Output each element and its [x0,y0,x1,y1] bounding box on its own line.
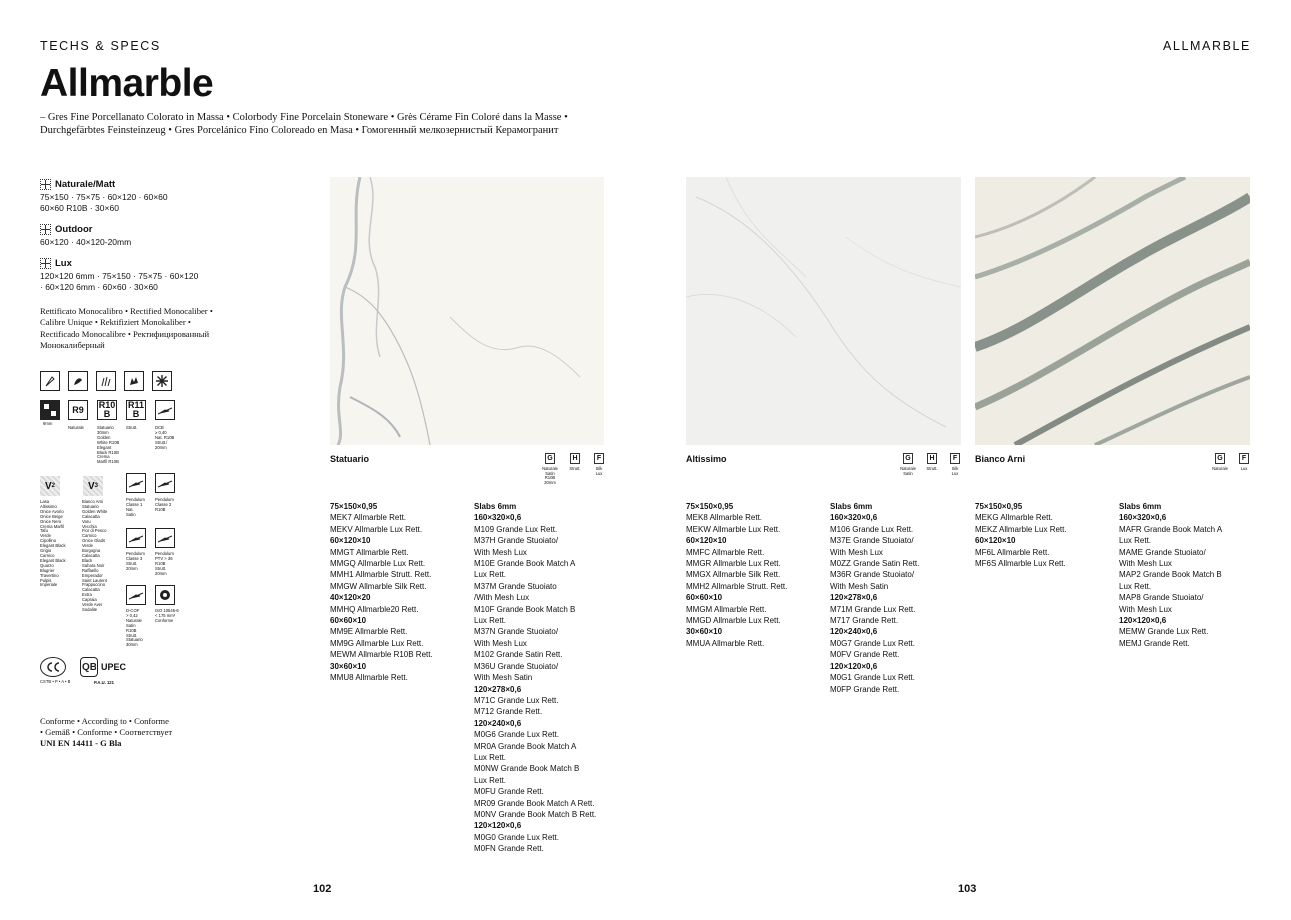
section-label: TECHS & SPECS [40,39,161,53]
product-code-line: Lux Rett. [474,570,507,580]
page-number-right: 103 [958,883,977,895]
product-code-line: M37N Grande Stuoiato/ [474,627,559,637]
size-heading: 120×278×0,6 [474,684,522,694]
product-code-line: M10F Grande Book Match B [474,604,576,614]
technical-icons-row-1 [40,371,172,391]
product-code-line: M36R Grande Stuoiato/ [830,570,915,580]
finish-name: Outdoor [55,224,93,235]
product-code-line: M712 Grande Rett. [474,707,543,717]
upec-label: UPEC [101,662,127,672]
product-code-line: Lux Rett. [474,775,507,785]
product-code-line: M0G7 Grande Lux Rett. [830,638,915,648]
finish-badge-g: G [1215,453,1225,464]
page-title: Allmarble [40,62,214,105]
pendulum-ptv-caption: Pendulum PTV > 36 R10B Strutt. 20mm [155,551,174,576]
product-code-line: M0FP Grande Rett. [830,684,900,694]
product-code-line: M0G1 Grande Lux Rett. [830,673,915,683]
product-code-line: MF6L Allmarble Rett. [975,547,1050,557]
cstb-cert-logo [40,657,66,677]
product-code-line: MEK7 Allmarble Rett. [330,513,407,523]
page-number-left: 102 [313,883,332,895]
size-heading: 75×150×0,95 [686,502,734,511]
conformity-line-1: Conforme • According to • Conforme [40,716,169,726]
product-code-line: M0NV Grande Book Match B Rett. [474,809,597,819]
finish-badge-g: G [545,453,555,464]
shoe-slip-icon [155,400,175,420]
product-code-line: MMH1 Allmarble Strutt. Rett. [330,570,432,580]
product-code-line: MMGR Allmarble Lux Rett. [686,559,781,569]
product-code-line: MF6S Allmarble Lux Rett. [975,559,1066,569]
product-code-line: MMU8 Allmarble Rett. [330,673,408,683]
product-code-line: M106 Grande Lux Rett. [830,524,914,534]
product-code-line: MR0A Grande Book Match A [474,741,577,751]
product-code-line: With Mesh Lux [1119,559,1172,569]
product-code-line: MMGT Allmarble Rett. [330,547,409,557]
product-code-line: Lux Rett. [1119,536,1152,546]
product-code-line: With Mesh Lux [830,547,883,557]
product-code-line: MEMJ Grande Rett. [1119,638,1190,648]
thickness-caption: 9mm [43,421,53,426]
pendulum-class2-caption: Pendulum Classe 2 R10B [155,497,174,512]
qb-cert-logo [80,657,98,677]
product-code-line: MMGD Allmarble Lux Rett. [686,616,781,626]
finish-badge-f: F [1239,453,1249,464]
size-heading: 60×60×10 [686,593,723,603]
product-code-line: MMGQ Allmarble Lux Rett. [330,559,426,569]
product-code-line: MMUA Allmarble Rett. [686,638,765,648]
product-code-line: MEKG Allmarble Rett. [975,513,1053,523]
statuario-codes-col2 [474,501,596,855]
finish-badge-caption: Strutt. [569,466,581,471]
finish-naturale-heading [40,179,115,190]
product-code-line: MM9G Allmarble Lux Rett. [330,638,424,648]
product-code-line: MAP2 Grande Book Match B [1119,570,1222,580]
product-code-line: MR09 Grande Book Match A Rett. [474,798,595,808]
product-code-line: M0FV Grande Rett. [830,650,900,660]
grid-icon [40,258,51,269]
product-code-line: MEMW Grande Lux Rett. [1119,627,1209,637]
product-code-line: With Mesh Lux [474,638,527,648]
product-name-altissimo: Altissimo [686,454,727,464]
finish-badge-f: F [594,453,604,464]
cstb-caption: CSTB • P • A • B [40,679,71,684]
product-code-line: M0FU Grande Rett. [474,787,544,797]
finish-outdoor-sizes: 60×120 · 40×120-20mm [40,237,132,247]
conformity-standard: UNI EN 14411 - G Bla [40,738,122,748]
product-code-line: MEWM Allmarble R10B Rett. [330,650,433,660]
finish-badge-g: G [903,453,913,464]
product-code-line: M0G0 Grande Lux Rett. [474,832,559,842]
v3-variation-icon: V 3 [83,476,103,496]
dcb-caption: DCB ≥ 0,40 Nat. R10B Strutt./ 20mm [155,425,175,450]
finish-badge-caption: Silk Lux [595,466,603,476]
product-code-line: M71M Grande Lux Rett. [830,604,916,614]
product-code-line: With Mesh Satin [474,673,533,683]
size-heading: Slabs 6mm [474,502,517,511]
altissimo-photo [686,177,961,445]
size-heading: 120×120×0,6 [1119,616,1167,626]
altissimo-codes-col2 [830,501,919,695]
pendulum-ptv-icon [155,528,175,548]
dcof-caption: D-COF > 0,42 Naturale Satin R10B Strutt. Statuario 30mm [126,608,143,648]
size-heading: 60×60×10 [330,616,367,626]
dcof-icon [126,585,146,605]
v3-caption: Bianco Arni Statuario Golden White Calacatta Varu Vecchia Fior di Pesco Carnico Onice Glads Verde Borgogna Calacatta Black Sahara Noir Raffaello Emperador Saint Laurent Frappuccino Calacatta Extra Capraia Verde Aver Sodalite [82,499,108,612]
conformity-line-2: • Gemäß • Conforme • Соответствует [40,727,173,737]
product-code-line: MMH2 Allmarble Strutt. Rett. [686,581,788,591]
finish-badge-caption: Naturale Satin [900,466,916,476]
product-code-line: Lux Rett. [474,616,507,626]
product-code-line: MMGW Allmarble Silk Rett. [330,581,427,591]
finish-badge-caption: Naturale Satin R10B 30mm [542,466,558,485]
size-heading: Slabs 6mm [1119,502,1162,511]
product-code-line: MEKV Allmarble Lux Rett. [330,524,423,534]
finish-name: Naturale/Matt [55,179,116,190]
size-heading: 120×120×0,6 [830,661,878,671]
subtitle-line-2: Durchgefärbtes Feinsteinzeug • Gres Porcelánico Fino Coloreado en Masa • Гомогенный мелкозернистый Керамогранит [40,125,559,136]
statuario-photo [330,177,604,445]
product-code-line: MAP8 Grande Stuoiato/ [1119,593,1204,603]
product-code-line: With Mesh Lux [1119,604,1172,614]
product-code-line: MMGX Allmarble Silk Rett. [686,570,781,580]
rectified-text: Rettificato Monocalibro • Rectified Monocaliber • Calibre Unique • Rektifiziert Monokaliber • Rectificado Monocalibre • Ректифицированный Монокалиберный [40,306,213,350]
product-code-line: Lux Rett. [1119,581,1152,591]
bianco-arni-codes-col2 [1119,501,1222,649]
product-name-statuario: Statuario [330,454,370,464]
r10b-caption: Statuario 30mm Golden White R10B Elegant Black R10B Crema Marfil R10B [97,425,120,465]
slip-r9-badge: R9 [68,400,88,420]
size-heading: 40×120×20 [330,593,371,603]
size-heading: 120×240×0,6 [830,627,878,637]
finish-name: Lux [55,258,72,269]
pendulum-class1-icon [126,473,146,493]
product-code-line: M102 Grande Satin Rett. [474,650,563,660]
product-code-line: MMGM Allmarble Rett. [686,604,767,614]
size-heading: 120×278×0,6 [830,593,878,603]
subtitle-line-1: – Gres Fine Porcellanato Colorato in Massa • Colorbody Fine Porcelain Stoneware • Grès Cérame Fin Coloré dans la Masse • [40,112,568,123]
pendulum-class3-caption: Pendulum Classe 3 Strutt. 20mm [126,551,145,571]
grid-icon [40,179,51,190]
size-heading: 160×320×0,6 [474,513,522,523]
size-heading: 30×60×10 [686,627,723,637]
product-code-line: M0NW Grande Book Match B [474,764,580,774]
product-code-line: M0FN Grande Rett. [474,844,544,854]
product-code-line: MEKW Allmarble Lux Rett. [686,524,781,534]
product-code-line: MEK8 Allmarble Rett. [686,513,763,523]
product-code-line: Lux Rett. [474,752,507,762]
product-code-line: M37H Grande Stuoiato/ [474,536,559,546]
v2-caption: Lasa Altissimo Onice Avorio Onice Beige Onice Nero Crema Marfil Tafu Verde Cipollino Elegant Black Grigio Carnico Elegant Black Quarzo Blugrier Travertino Pulpis Imperiale [40,499,66,588]
pendulum-class3-icon [126,528,146,548]
hand-resistance-icon [124,371,144,391]
bianco-arni-photo [975,177,1250,445]
size-heading: 160×320×0,6 [830,513,878,523]
product-code-line: M36U Grande Stuoiato/ [474,661,559,671]
size-heading: 75×150×0,95 [975,502,1023,511]
product-name-bianco-arni: Bianco Arni [975,454,1026,464]
product-code-line: M717 Grande Rett. [830,616,899,626]
product-code-line: MAME Grande Stuoiato/ [1119,547,1206,557]
grid-icon [40,224,51,235]
product-code-line: M71C Grande Lux Rett. [474,695,559,705]
size-heading: 60×120×10 [975,536,1016,546]
finish-lux-sizes: 120×120 6mm · 75×150 · 75×75 · 60×120 · 60×120 6mm · 60×60 · 30×60 [40,271,199,292]
size-heading: 120×240×0,6 [474,718,522,728]
size-heading: 120×120×0,6 [474,821,522,831]
finish-badge-caption: Silk Lux [951,466,959,476]
size-heading: 160×320×0,6 [1119,513,1167,523]
finish-badge-h: H [570,453,580,464]
finish-badge-caption: Strutt. [926,466,938,471]
product-code-line: MEKZ Allmarble Lux Rett. [975,524,1067,534]
product-code-line: MMHQ Allmarble20 Rett. [330,604,419,614]
r11b-caption: Strutt. [126,425,138,430]
product-code-line: M37M Grande Stuoiato [474,581,557,591]
thickness-icon [40,400,60,420]
pendulum-class1-caption: Pendulum Classe 1 Nat. Satin [126,497,145,517]
chemical-resistance-icon [96,371,116,391]
abrasion-resistance-icon [68,371,88,391]
product-code-line: M0G6 Grande Lux Rett. [474,730,559,740]
product-code-line: MAFR Grande Book Match A [1119,524,1223,534]
product-code-line: With Mesh Satin [830,581,889,591]
product-code-line: /With Mesh Lux [474,593,530,603]
slip-r11b-badge: R11 B [127,400,144,419]
iso-caption: ISO 10545-6 < 175 mm³ Conforme [155,608,179,623]
finish-lux-heading [40,258,72,269]
product-code-line: M0ZZ Grande Satin Rett. [830,559,920,569]
finish-badge-f: F [950,453,960,464]
product-code-line: M37E Grande Stuoiato/ [830,536,914,546]
size-heading: 60×120×10 [686,536,727,546]
finish-outdoor-heading [40,224,92,235]
finish-badge-h: H [927,453,937,464]
svg-text:QB: QB [82,662,96,673]
collection-label: ALLMARBLE [1162,39,1251,53]
v2-variation-icon: V 2 [40,476,60,496]
size-heading: 60×120×10 [330,536,371,546]
product-code-line: With Mesh Lux [474,547,527,557]
size-heading: Slabs 6mm [830,502,873,511]
iso-abrasion-icon [155,585,175,605]
product-code-line: MMFC Allmarble Rett. [686,547,765,557]
upec-caption: P.A.U. 121 [94,680,114,685]
bianco-arni-codes-col1 [975,501,1067,569]
frost-resistance-icon [152,371,172,391]
pendulum-class2-icon [155,473,175,493]
slip-r10b-badge: R10 B [98,400,116,419]
size-heading: 30×60×10 [330,661,367,671]
r9-caption: Naturale [68,425,84,430]
size-heading: 75×150×0,95 [330,502,378,511]
stain-resistance-icon [40,371,60,391]
product-code-line: MM9E Allmarble Rett. [330,627,408,637]
statuario-codes-col1 [330,501,433,684]
finish-badge-caption: Naturale [1212,466,1228,471]
product-code-line: M109 Grande Lux Rett. [474,524,558,534]
product-code-line: M10E Grande Book Match A [474,559,576,569]
finish-badge-caption: Lux [1240,466,1248,471]
finish-naturale-sizes: 75×150 · 75×75 · 60×120 · 60×60 60×60 R10B · 30×60 [40,192,168,213]
altissimo-codes-col1 [686,501,787,649]
